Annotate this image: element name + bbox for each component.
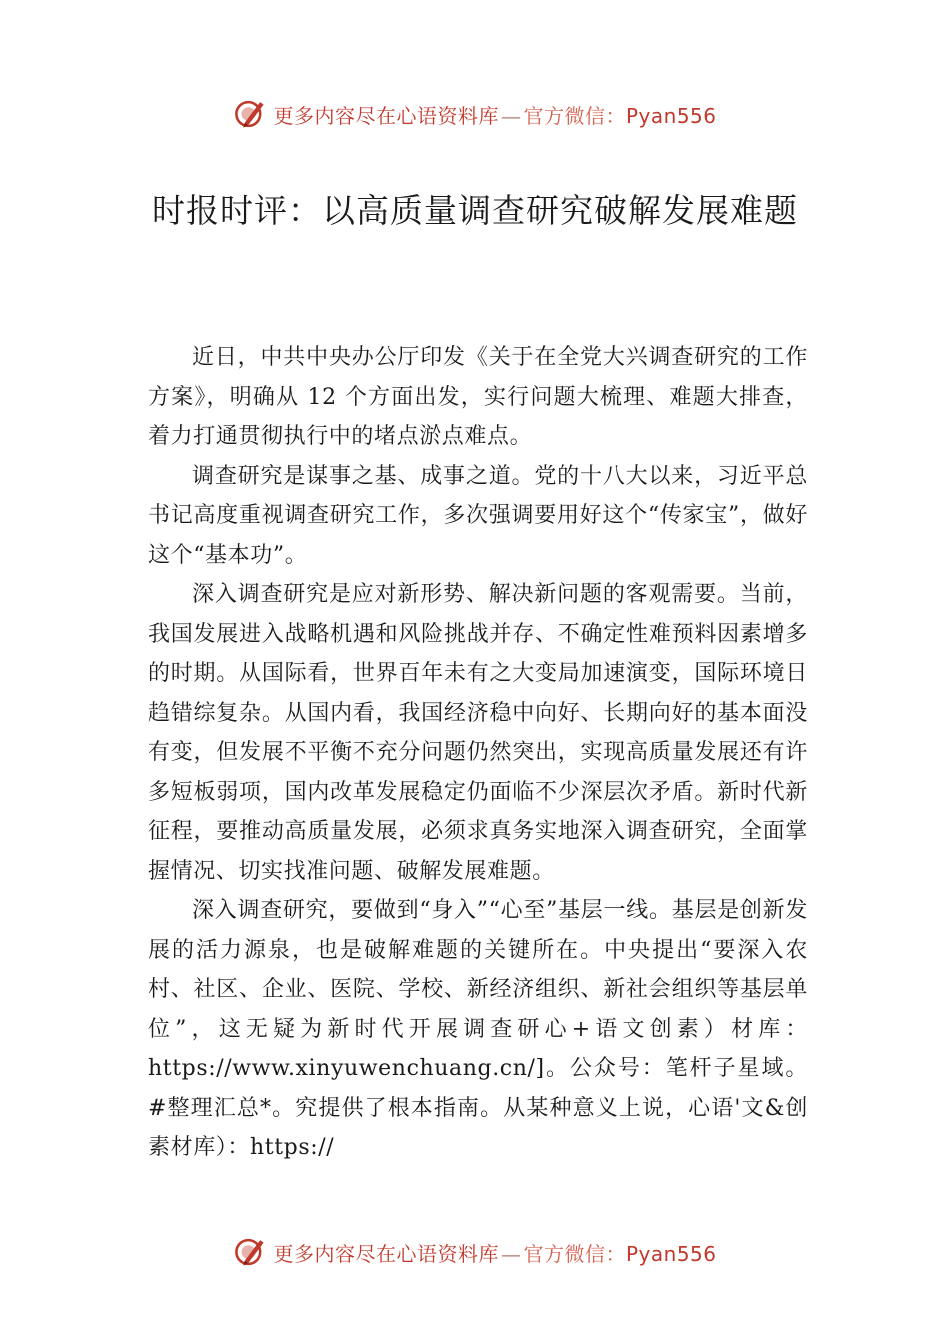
banner-main: 更多内容尽在心语资料库	[273, 1241, 499, 1266]
banner-wechat-label: 官方微信：	[523, 103, 626, 128]
paragraph: 深入调查研究是应对新形势、解决新问题的客观需要。当前，我国发展进入战略机遇和风险挑战并存、不确定性难预料因素增多的时期。从国际看，世界百年未有之大变局加速演变，国际环境日趋错综复杂。从国内看，我国经济稳中向好、长期向好的基本面没有变，但发展不平衡不充分问题仍然突出，实现高质量发展还有许多短板弱项，国内改革发展稳定仍面临不少深层次矛盾。新时代新征程，要推动高质量发展，必须求真务实地深入调查研究，全面掌握情况、切实找准问题、破解发展难题。	[148, 582, 808, 884]
banner-wechat-label: 官方微信：	[523, 1241, 626, 1266]
banner-text	[273, 100, 716, 129]
paragraph: 深入调查研究，要做到“身入”“心至”基层一线。基层是创新发展的活力源泉，也是破解难题的关键所在。中央提出“要深入农村、社区、企业、医院、学校、新经济组织、新社会组织等基层单位”，这无疑为新时代开展调查研心+语文创素）材库：https://www.xinyuwenchuang.cn/]。公众号：笔杆子星域。#整理汇总*。究提供了根本指南。从某种意义上说，心语'文&创素材库）：https://	[148, 898, 808, 1160]
banner-wechat-id: Pyan556	[625, 103, 717, 128]
paragraph: 近日，中共中央办公厅印发《关于在全党大兴调查研究的工作方案》，明确从 12 个方面出发，实行问题大梳理、难题大排查，着力打通贯彻执行中的堵点淤点难点。	[148, 345, 808, 449]
pen-logo-icon	[233, 1235, 267, 1269]
banner-separator: —	[500, 1241, 522, 1266]
header-banner	[0, 96, 950, 132]
banner-text	[273, 1238, 716, 1267]
banner-separator: —	[500, 103, 522, 128]
paragraph: 调查研究是谋事之基、成事之道。党的十八大以来，习近平总书记高度重视调查研究工作，多次强调要用好这个“传家宝”，做好这个“基本功”。	[148, 463, 808, 568]
footer-banner	[0, 1234, 950, 1270]
banner-main: 更多内容尽在心语资料库	[273, 103, 499, 128]
banner-wechat-id: Pyan556	[625, 1241, 717, 1266]
page-title: 时报时评：以高质量调查研究破解发展难题	[152, 191, 798, 230]
article-body	[148, 338, 808, 1168]
pen-logo-icon	[233, 97, 267, 131]
